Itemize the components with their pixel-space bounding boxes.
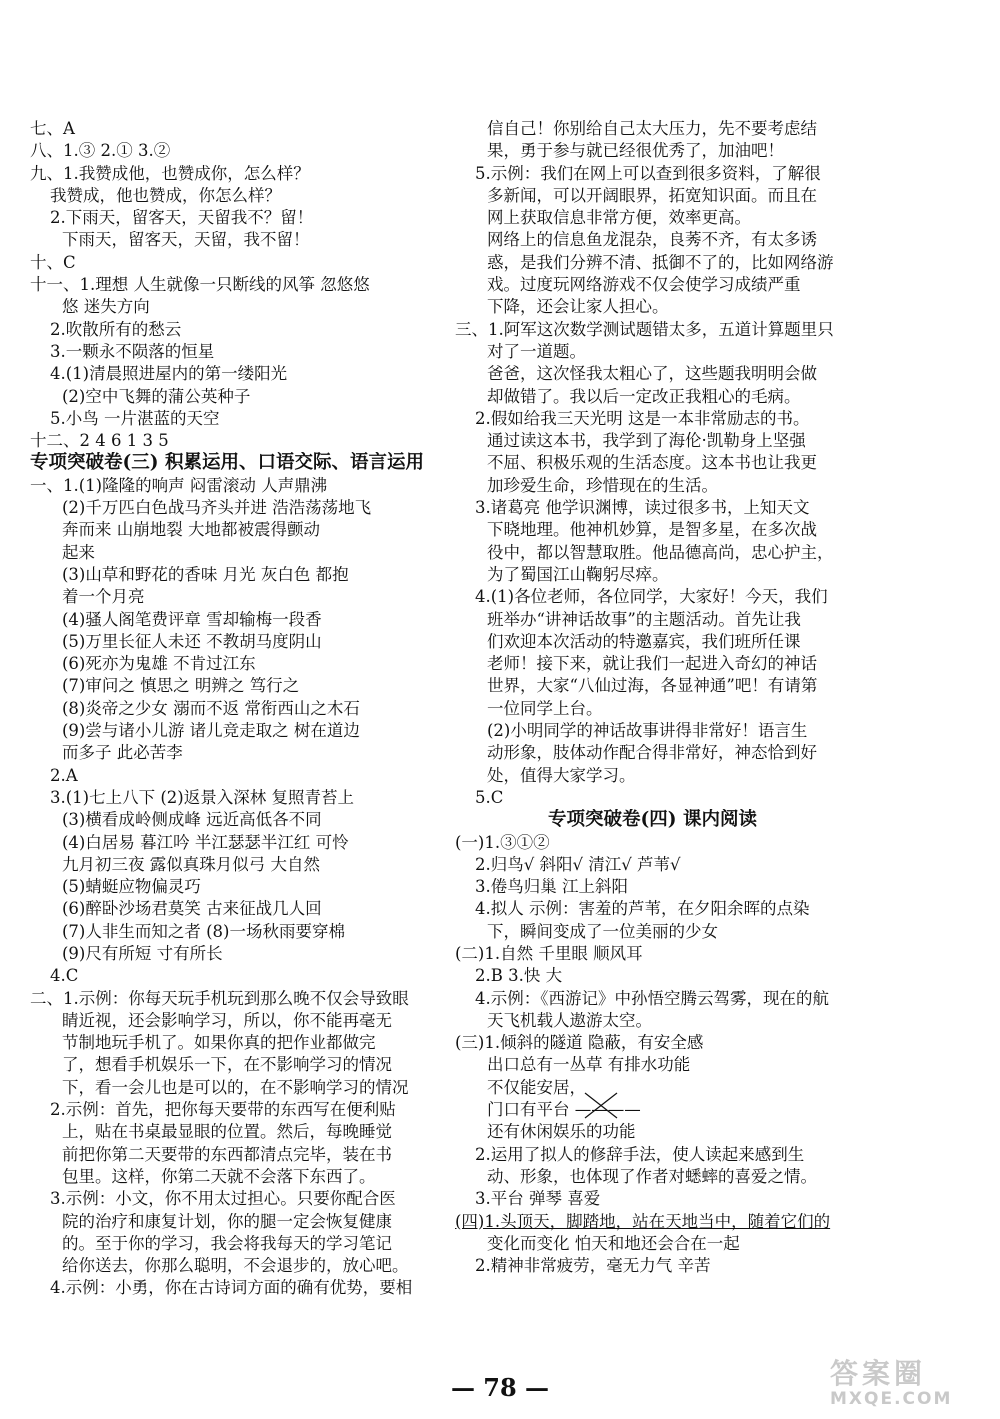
answer-line: (二)1.自然 千里眼 顺风耳	[455, 943, 643, 963]
answer-line: (9)尝与诸小儿游 诸儿竞走取之 树在道边	[62, 721, 360, 741]
section-heading: 专项突破卷(三) 积累运用、口语交际、语言运用	[30, 452, 424, 474]
answer-line: 九月初三夜 露似真珠月似弓 大自然	[62, 854, 320, 874]
answer-line: 十二、2 4 6 1 3 5	[30, 431, 169, 451]
answer-line: 下雨天，留客天，天留，我不留！	[62, 230, 310, 250]
answer-line: 4.拟人 示例：害羞的芦苇，在夕阳余晖的点染	[475, 899, 810, 919]
answer-line: (四)1.头顶天，脚踏地，站在天地当中，随着它们的	[455, 1211, 831, 1231]
answer-line: 戏。过度玩网络游戏不仅会使学习成绩严重	[487, 275, 801, 295]
answer-line: 加珍爱生命，珍惜现在的生活。	[487, 475, 718, 495]
answer-line: 却做错了。我以后一定改正我粗心的毛病。	[487, 386, 801, 406]
answer-line: 节制地玩手机了。如果你真的把作业都做完	[62, 1033, 376, 1053]
answer-line: 着一个月亮	[62, 587, 145, 607]
answer-line: 一位同学上台。	[487, 698, 603, 718]
answer-line: 对了一道题。	[487, 341, 586, 361]
answer-line: 不屈、积极乐观的生活态度。这本书也让我更	[487, 453, 817, 473]
answer-line: 为了蜀国江山鞠躬尽瘁。	[487, 564, 669, 584]
answer-line: 3.倦鸟归巢 江上斜阳	[475, 877, 628, 897]
page-number: — 78 —	[450, 1373, 550, 1402]
answer-line: 信自己！你别给自己太大压力，先不要考虑结	[487, 119, 817, 138]
answer-line: 天飞机载人遨游太空。	[487, 1010, 652, 1030]
left-answer-column	[30, 118, 440, 1300]
answer-line: 出口总有一丛草 有排水功能	[487, 1055, 691, 1075]
answer-line: (一)1.③①②	[455, 832, 550, 852]
answer-line: 通过读这本书，我学到了海伦·凯勒身上坚强	[487, 431, 806, 451]
answer-line: 2.精神非常疲劳，毫无力气 辛苦	[475, 1256, 711, 1276]
answer-line: 2.A	[50, 765, 78, 785]
answer-line: 3.一颗永不陨落的恒星	[50, 341, 215, 361]
answer-line: 包里。这样，你第二天就不会落下东西了。	[62, 1166, 376, 1186]
answer-line: 们欢迎本次活动的特邀嘉宾，我们班所任课	[487, 631, 801, 651]
answer-line: 5.C	[475, 787, 504, 807]
answer-line: (5)万里长征人未还 不教胡马度阴山	[62, 631, 322, 651]
watermark-url: MXQE.COM	[830, 1389, 953, 1409]
answer-line: 班举办“讲神话故事”的主题活动。首先让我	[487, 609, 801, 629]
answer-line: 果，勇于参与就已经很优秀了，加油吧！	[487, 141, 784, 161]
answer-line: 给你送去，你那么聪明，不会退步的，放心吧。	[62, 1256, 409, 1276]
matching-lines	[455, 1090, 715, 1130]
answer-line: (4)白居易 暮江吟 半江瑟瑟半江红 可怜	[62, 832, 349, 852]
answer-line: (7)人非生而知之者 (8)一场秋雨要穿棉	[62, 921, 345, 941]
answer-line: 院的治疗和康复计划，你的腿一定会恢复健康	[62, 1211, 392, 1231]
answer-line: 上，贴在书桌最显眼的位置。然后，每晚睡觉	[62, 1122, 392, 1142]
answer-line: 网上获取信息非常方便，效率更高。	[487, 208, 751, 228]
answer-line: 前把你第二天要带的东西都清点完毕，装在书	[62, 1144, 392, 1164]
answer-line: (6)死亦为鬼雄 不肯过江东	[62, 654, 256, 674]
answer-line: (4)骚人阁笔费评章 雪却输梅一段香	[62, 609, 322, 629]
answer-line: 2.假如给我三天光明 这是一本非常励志的书。	[475, 408, 810, 428]
answer-line: 八、1.③ 2.① 3.②	[30, 141, 171, 161]
answer-line: 十、C	[30, 252, 76, 272]
answer-line: 惑，是我们分辨不清、抵御不了的，比如网络游	[487, 252, 834, 272]
answer-line: 门口有平台 ————	[487, 1100, 641, 1120]
answer-line: 下，看一会儿也是可以的，在不影响学习的情况	[62, 1077, 409, 1097]
answer-line: 3.(1)七上八下 (2)返景入深林 复照青苔上	[50, 787, 354, 807]
answer-line: (7)审问之 慎思之 明辨之 笃行之	[62, 676, 300, 696]
answer-line: (5)蜻蜓应物偏灵巧	[62, 877, 201, 897]
answer-line: (三)1.倾斜的隧道 隐蔽，有安全感	[455, 1033, 704, 1053]
answer-line: 处，值得大家学习。	[487, 765, 636, 785]
watermark-logo	[830, 1358, 992, 1412]
answer-line: 2.运用了拟人的修辞手法，使人读起来感到生	[475, 1144, 805, 1164]
answer-line: 动、形象，也体现了作者对蟋蟀的喜爱之情。	[487, 1166, 817, 1186]
answer-line: 三、1.阿军这次数学测试题错太多，五道计算题里只	[455, 319, 834, 339]
answer-line: 2.示例：首先，把你每天要带的东西写在便利贴	[50, 1100, 396, 1120]
answer-line: 而多子 此必苦李	[62, 743, 183, 763]
answer-line: 世界，大家“八仙过海，各显神通”吧！有请第	[487, 676, 818, 696]
answer-line: 2.归鸟√ 斜阳√ 清江√ 芦苇√	[475, 854, 681, 874]
answer-line: 4.示例：小勇，你在古诗词方面的确有优势，要相	[50, 1278, 413, 1298]
answer-line: (2)空中飞舞的蒲公英种子	[62, 386, 251, 406]
answer-line: 5.示例：我们在网上可以查到很多资料，了解很	[475, 163, 821, 183]
answer-line: 下降，还会让家人担心。	[487, 297, 669, 317]
answer-line: (6)醉卧沙场君莫笑 古来征战几人回	[62, 899, 322, 919]
answer-line: (3)山草和野花的香味 月光 灰白色 都抱	[62, 564, 349, 584]
answer-line: (9)尺有所短 寸有所长	[62, 943, 223, 963]
answer-line: 老师！接下来，就让我们一起进入奇幻的神话	[487, 654, 817, 674]
answer-line: 一、1.(1)隆隆的响声 闷雷滚动 人声鼎沸	[30, 475, 328, 495]
answer-line: 3.示例：小文，你不用太过担心。只要你配合医	[50, 1189, 396, 1209]
answer-line: 下晓地理。他神机妙算，是智多星，在多次战	[487, 520, 817, 540]
answer-line: 4.(1)各位老师，各位同学，大家好！今天，我们	[475, 587, 828, 607]
answer-line: 5.小鸟 一片湛蓝的天空	[50, 408, 220, 428]
answer-line: 3.平台 弹琴 喜爱	[475, 1189, 601, 1209]
answer-line: 2.吹散所有的愁云	[50, 319, 182, 339]
answer-line: 2.下雨天，留客天，天留我不？留！	[50, 208, 314, 228]
answer-line: (2)千万匹白色战马齐头并进 浩浩荡荡地飞	[62, 498, 372, 518]
answer-line: 动形象，肢体动作配合得非常好，神态恰到好	[487, 743, 817, 763]
answer-line: 七、A	[30, 119, 75, 138]
answer-line: 多新闻，可以开阔眼界，拓宽知识面。而且在	[487, 185, 817, 205]
answer-line: 十一、1.理想 人生就像一只断线的风筝 忽悠悠	[30, 275, 370, 295]
answer-line: 九、1.我赞成他，也赞成你，怎么样？	[30, 163, 310, 183]
answer-line: 4.(1)清晨照进屋内的第一缕阳光	[50, 364, 288, 384]
answer-line: 变化而变化 怕天和地还会合在一起	[487, 1233, 740, 1253]
answer-line: 爸爸，这次怪我太粗心了，这些题我明明会做	[487, 364, 817, 384]
answer-line: 下，瞬间变成了一位美丽的少女	[487, 921, 718, 941]
answer-line: 的。至于你的学习，我会将我每天的学习笔记	[62, 1233, 392, 1253]
answer-line: 悠 迷失方向	[62, 297, 150, 317]
answer-line: 不仅能安居，	[487, 1077, 586, 1097]
answer-line: 我赞成，他也赞成，你怎么样？	[50, 185, 281, 205]
answer-line: (3)横看成岭侧成峰 远近高低各不同	[62, 810, 322, 830]
watermark-title: 答案圈	[830, 1357, 927, 1390]
answer-line: 了，想看手机娱乐一下，在不影响学习的情况	[62, 1055, 392, 1075]
answer-line: 睛近视，还会影响学习，所以，你不能再毫无	[62, 1010, 392, 1030]
answer-line: (2)小明同学的神话故事讲得非常好！语言生	[487, 721, 808, 741]
answer-line: 4.C	[50, 966, 79, 986]
answer-line: 二、1.示例：你每天玩手机玩到那么晚不仅会导致眼	[30, 988, 409, 1008]
answer-line: 奔而来 山崩地裂 大地都被震得颤动	[62, 520, 320, 540]
answer-line: 3.诸葛亮 他学识渊博，读过很多书，上知天文	[475, 498, 810, 518]
answer-line: 还有休闲娱乐的功能	[487, 1122, 636, 1142]
answer-line: 起来	[62, 542, 95, 562]
answer-line: 2.B 3.快 大	[475, 966, 563, 986]
section-heading: 专项突破卷(四) 课内阅读	[548, 809, 757, 831]
answer-line: 役中，都以智慧取胜。他品德高尚，忠心护主，	[487, 542, 834, 562]
answer-line: (8)炎帝之少女 溺而不返 常衔西山之木石	[62, 698, 360, 718]
answer-line: 4.示例：《西游记》中孙悟空腾云驾雾，现在的航	[475, 988, 829, 1008]
answer-line: 网络上的信息鱼龙混杂，良莠不齐，有太多诱	[487, 230, 817, 250]
